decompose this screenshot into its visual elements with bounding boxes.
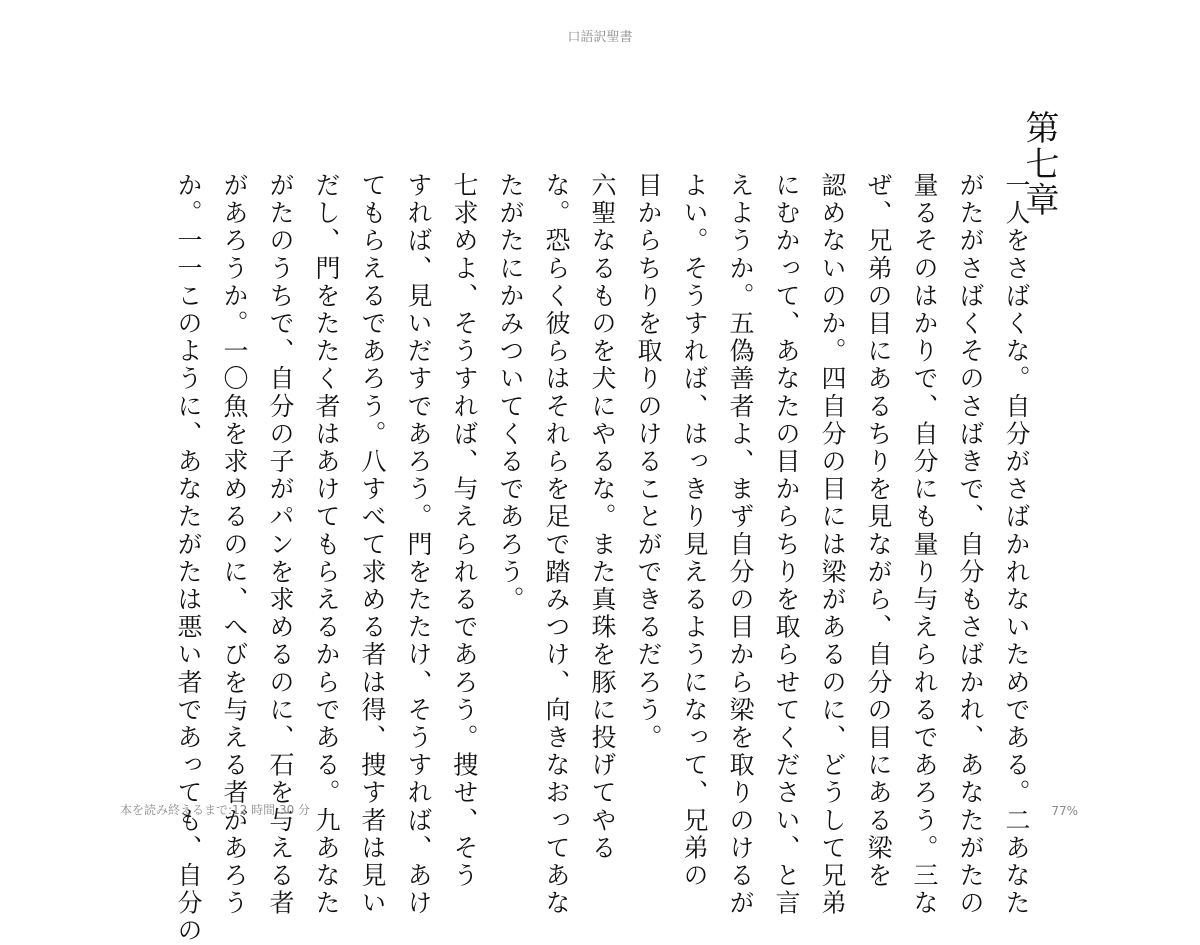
text-line: な。恐らく彼らはそれらを足で踏みつけ、向きなおってあな xyxy=(542,172,571,918)
progress-percent: 77% xyxy=(1051,804,1078,818)
reading-time-remaining: 本を読み終えるまで:12 時間 30 分 xyxy=(120,803,311,817)
text-line: 七求めよ、そうすれば、与えられるであろう。捜せ、そう xyxy=(450,172,479,890)
text-line: よい。そうすれば、はっきり見えるようになって、兄弟の xyxy=(680,172,709,890)
text-line: 量るそのはかりで、自分にも量り与えられるであろう。三な xyxy=(910,172,939,918)
text-line: 六聖なるものを犬にやるな。また真珠を豚に投げてやる xyxy=(588,172,617,862)
text-line: 認めないのか。四自分の目には梁があるのに、どうして兄弟 xyxy=(818,172,847,918)
text-line: 目からちりを取りのけることができるだろう。 xyxy=(634,172,663,752)
text-line: があろうか。一〇魚を求めるのに、へびを与える者があろう xyxy=(220,172,249,918)
chapter-title: 第七章 xyxy=(1019,110,1059,218)
text-line: ぜ、兄弟の目にあるちりを見ながら、自分の目にある梁を xyxy=(864,172,893,890)
text-line: がたのうちで、自分の子がパンを求めるのに、石を与える者 xyxy=(266,172,295,918)
text-line: てもらえるであろう。八すべて求める者は得、捜す者は見い xyxy=(358,172,387,918)
book-title: 口語訳聖書 xyxy=(567,30,633,45)
text-line: えようか。五偽善者よ、まず自分の目から梁を取りのけるが xyxy=(726,172,755,918)
text-line: か。一一このように、あなたがたは悪い者であっても、自分の xyxy=(174,172,203,945)
text-line: 一人をさばくな。自分がさばかれないためである。二あなた xyxy=(1002,172,1031,918)
text-line: たがたにかみついてくるであろう。 xyxy=(496,172,525,614)
text-line: すれば、見いだすであろう。門をたたけ、そうすれば、あけ xyxy=(404,172,433,918)
text-line: だし、門をたたく者はあけてもらえるからである。九あなた xyxy=(312,172,341,918)
text-line: にむかって、あなたの目からちりを取らせてください、と言 xyxy=(772,172,801,918)
text-line: がたがさばくそのさばきで、自分もさばかれ、あなたがたの xyxy=(956,172,985,918)
